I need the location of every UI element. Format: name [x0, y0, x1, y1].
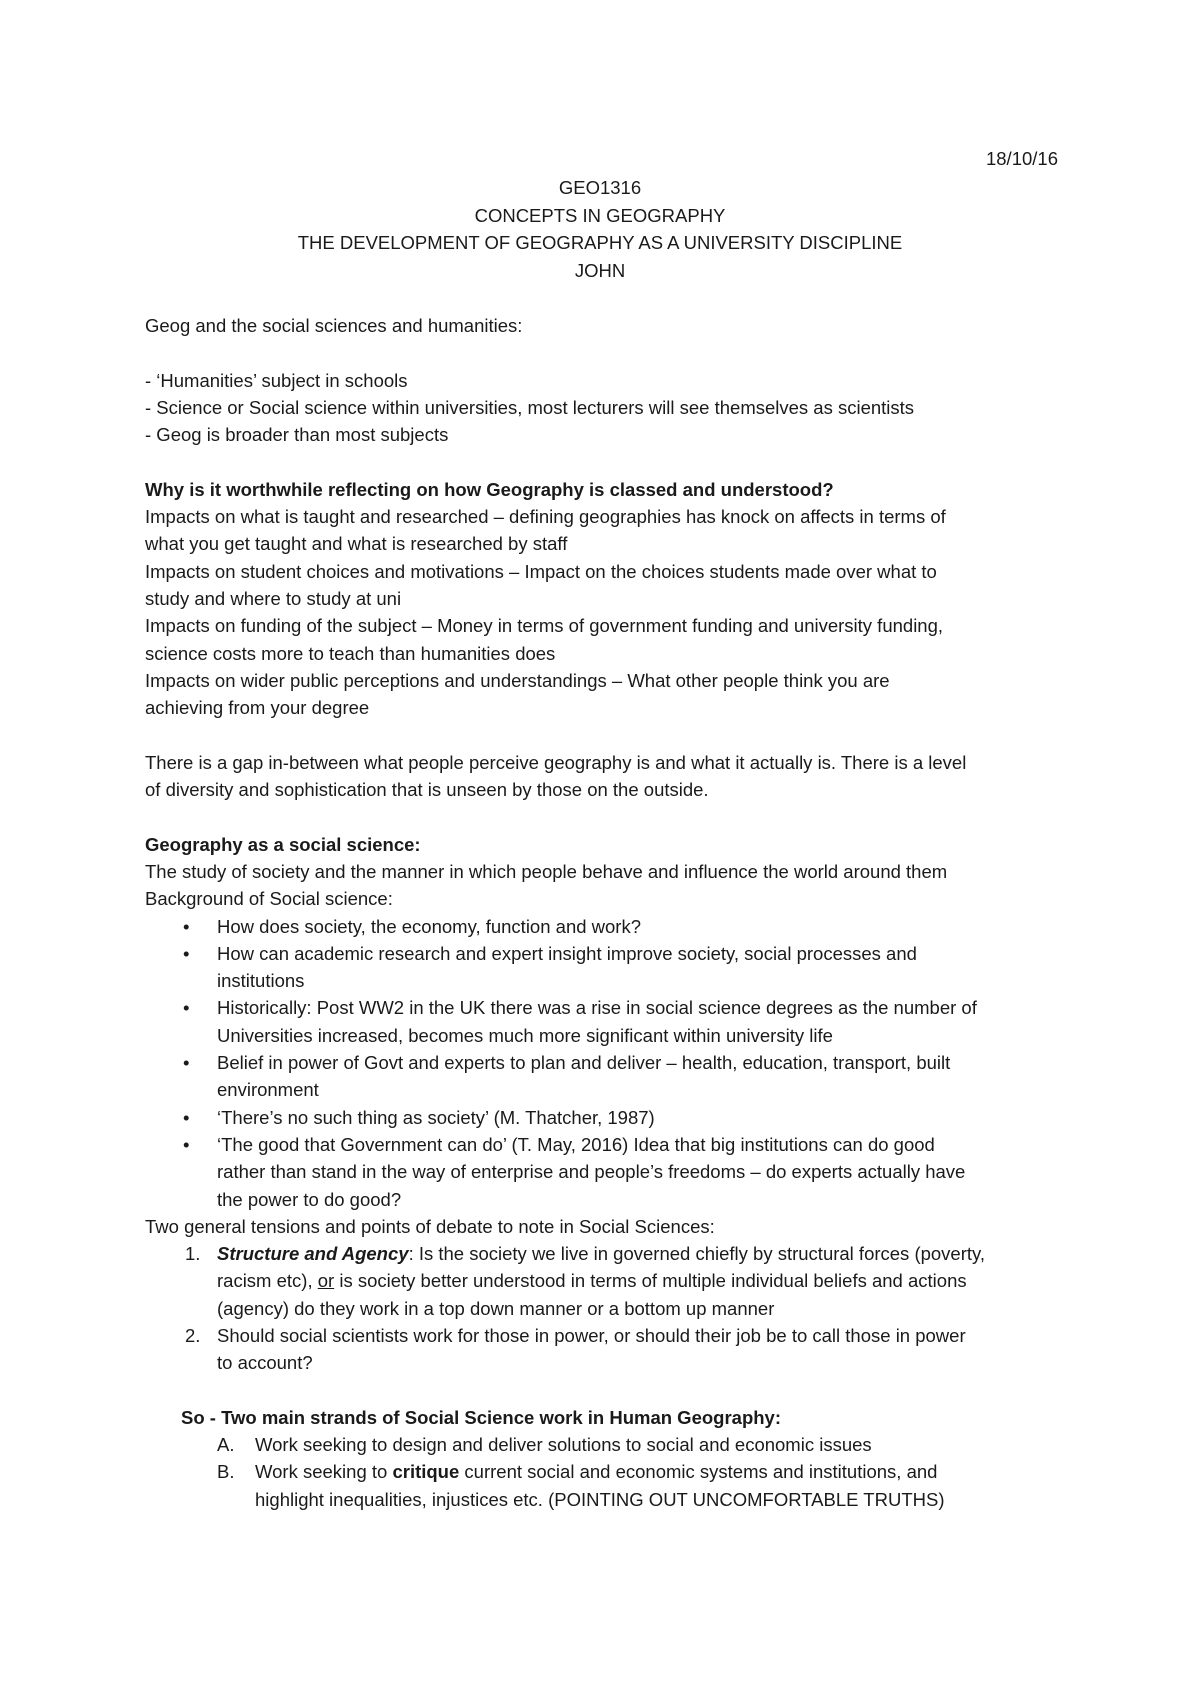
list-number: 1. [185, 1243, 201, 1265]
list-item: • How does society, the economy, function and work? [145, 913, 1075, 940]
bullet-icon: • [183, 915, 190, 937]
paragraph-line: There is a gap in-between what people perceive geography is and what it actually is. There is a level [145, 751, 967, 773]
lecture-title: THE DEVELOPMENT OF GEOGRAPHY AS A UNIVERSITY DISCIPLINE [297, 232, 903, 253]
bullet-icon: • [183, 1106, 190, 1128]
term: Structure and Agency [217, 1243, 409, 1265]
bullet-icon: • [183, 942, 190, 964]
bullet-icon: • [183, 1052, 190, 1074]
list-item: - Geog is broader than most subjects [145, 424, 449, 446]
underlined-word: or [317, 1270, 335, 1292]
document-header [0, 174, 1200, 284]
numbered-list [145, 1240, 1075, 1376]
paragraph-line: Impacts on student choices and motivations – Impact on the choices students made over what to [145, 560, 937, 582]
section-heading: Geography as a social science: [145, 833, 421, 855]
section-heading: Geog and the social sciences and humanities: [145, 315, 523, 336]
bullet-icon: • [183, 1133, 190, 1155]
section-heading: Why is it worthwhile reflecting on how Geography is classed and understood? [145, 478, 834, 500]
paragraph-line: study and where to study at uni [145, 587, 402, 609]
paragraph-line: Impacts on wider public perceptions and understandings – What other people think you are [145, 669, 890, 691]
list-item: - Science or Social science within universities, most lecturers will see themselves as scientists [145, 396, 915, 418]
document-body [145, 312, 1075, 1513]
paragraph-line: Impacts on what is taught and researched – defining geographies has knock on affects in terms of [145, 506, 946, 528]
list-item: 2. Should social scientists work for those in power, or should their job be to call those in power to account? [145, 1322, 1075, 1377]
bullet-icon: • [183, 997, 190, 1019]
list-item: A. Work seeking to design and deliver solutions to social and economic issues [145, 1431, 1075, 1458]
course-title: CONCEPTS IN GEOGRAPHY [474, 204, 726, 226]
list-item: • ‘There’s no such thing as society’ (M. Thatcher, 1987) [145, 1104, 1075, 1131]
bold-word: critique [392, 1461, 460, 1483]
list-item: B. Work seeking to critique current social and economic systems and institutions, and highlight inequalities, injustices etc. (POINTING OUT UNCOMFORTABLE TRUTHS) [145, 1458, 1075, 1513]
paragraph-line: The study of society and the manner in which people behave and influence the world around them [145, 860, 948, 882]
paragraph-line: Two general tensions and points of debate to note in Social Sciences: [145, 1215, 715, 1237]
list-item: 1. Structure and Agency: Is the society we live in governed chiefly by structural forces (poverty, racism etc), or is society better understood in terms of multiple individual beliefs and actions (agency) do they work in a top down manner or a bottom up manner [145, 1240, 1075, 1322]
bullet-list [145, 913, 1075, 1213]
list-item: • ‘The good that Government can do’ (T. May, 2016) Idea that big institutions can do good rather than stand in the way of enterprise and people’s freedoms – do experts actually have the power to do good? [145, 1131, 1075, 1213]
date: 18/10/16 [985, 148, 1058, 169]
paragraph-line: of diversity and sophistication that is unseen by those on the outside. [145, 779, 709, 801]
paragraph-line: what you get taught and what is researched by staff [145, 533, 568, 555]
list-item: - ‘Humanities’ subject in schools [145, 369, 408, 391]
lettered-list [145, 1431, 1075, 1513]
list-item: • Historically: Post WW2 in the UK there was a rise in social science degrees as the number of Universities increased, becomes much more significant within university life [145, 994, 1075, 1049]
list-letter: A. [217, 1434, 235, 1456]
list-item: • Belief in power of Govt and experts to plan and deliver – health, education, transport, built environment [145, 1049, 1075, 1104]
list-letter: B. [217, 1461, 235, 1483]
section-heading: So - Two main strands of Social Science work in Human Geography: [181, 1406, 781, 1428]
list-number: 2. [185, 1324, 201, 1346]
course-code: GEO1316 [558, 177, 642, 198]
paragraph-line: achieving from your degree [145, 697, 370, 719]
list-item: • How can academic research and expert insight improve society, social processes and institutions [145, 940, 1075, 995]
paragraph-line: Background of Social science: [145, 888, 393, 910]
paragraph-line: science costs more to teach than humanities does [145, 642, 556, 664]
paragraph-line: Impacts on funding of the subject – Money in terms of government funding and university funding, [145, 615, 944, 637]
lecturer-name: JOHN [574, 259, 626, 281]
